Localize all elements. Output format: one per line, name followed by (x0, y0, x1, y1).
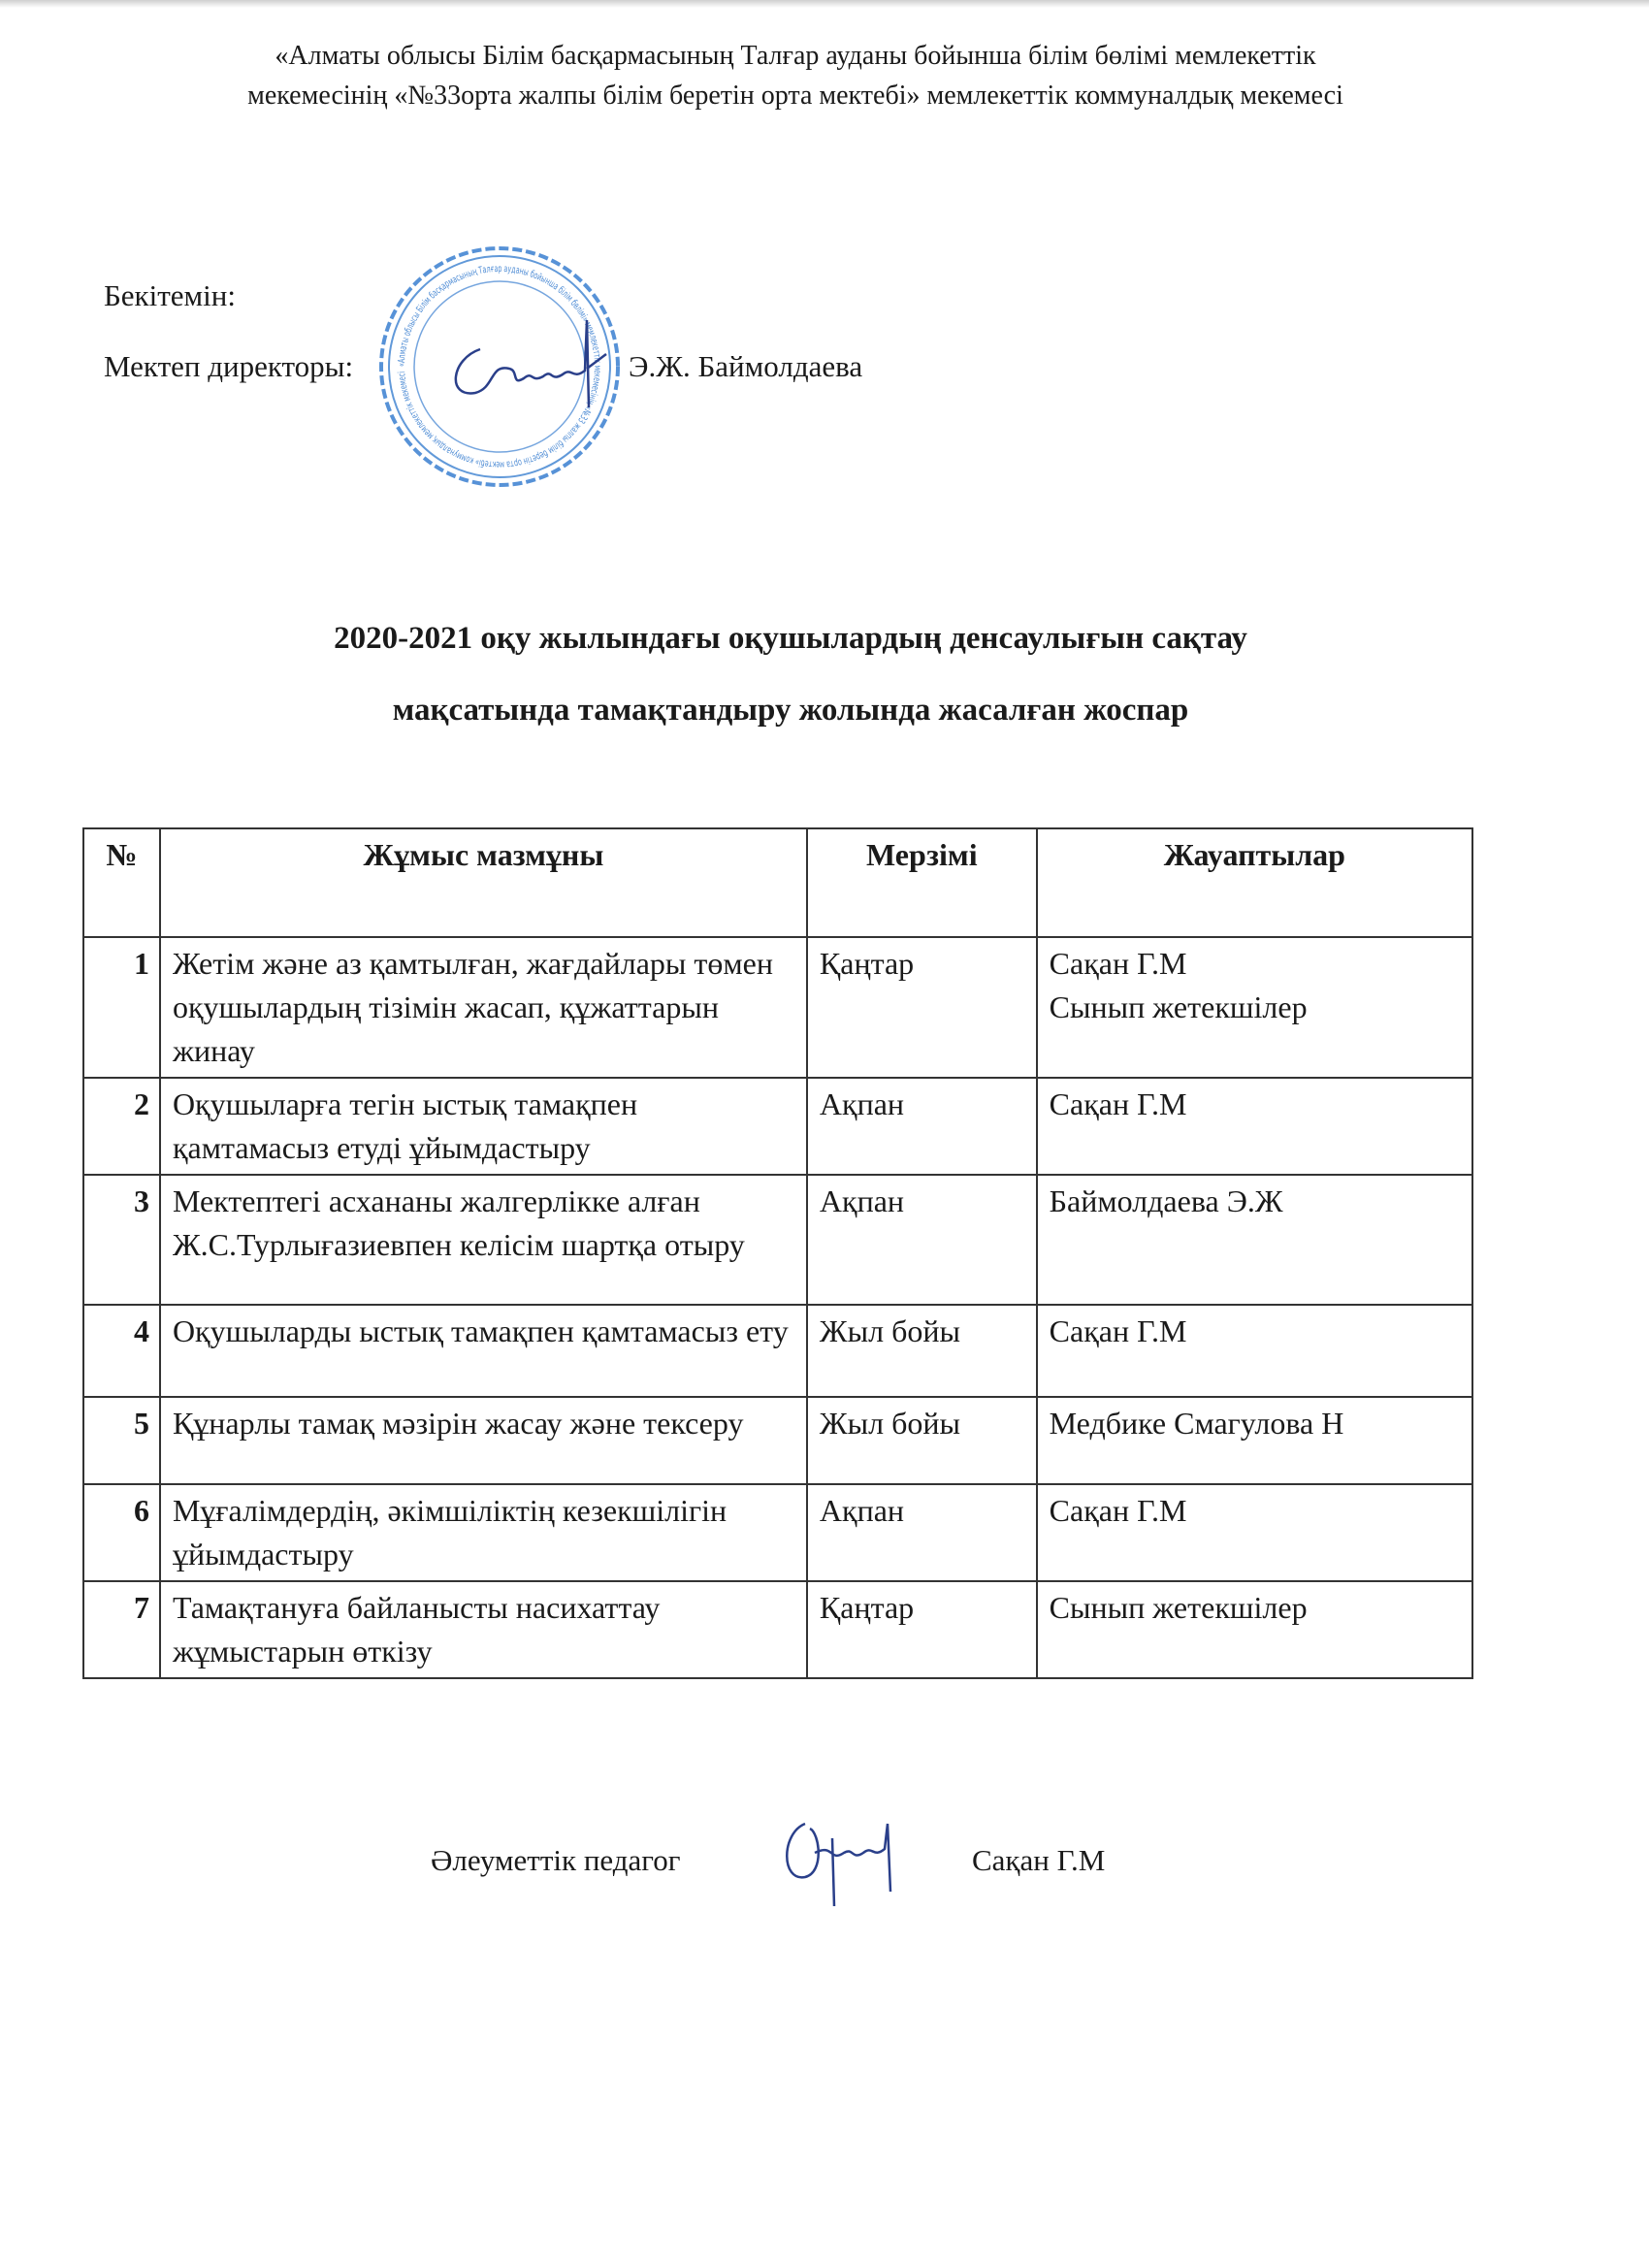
table-row (83, 1581, 1472, 1678)
row-responsible: Сақан Г.М (1037, 1305, 1472, 1397)
table-row (83, 1305, 1472, 1397)
row-number: 5 (83, 1397, 160, 1484)
org-header-line1: «Алматы облысы Білім басқармасының Талғар ауданы бойынша білім бөлімі мемлекеттік (275, 41, 1316, 71)
table-row (83, 1078, 1472, 1175)
row-content: Тамақтануға байланысты насихаттау жұмыстарын өткізу (160, 1581, 807, 1678)
stamp-text: «Алматы облысы Білім басқармасының Талғар ауданы бойынша білім бөлімі» мемлекеттік мекемесінің «№33 жалпы білім беретін орта мектебі» коммуналдық мемлекеттік мекемесі (396, 263, 603, 470)
table-row (83, 1175, 1472, 1305)
org-header-line2: мекемесінің «№33орта жалпы білім беретін орта мектебі» мемлекеттік коммуналдық мекемесі (247, 81, 1343, 111)
table-row (83, 1484, 1472, 1581)
row-term: Қаңтар (807, 937, 1037, 1078)
row-term: Ақпан (807, 1175, 1037, 1305)
col-header-responsible: Жауаптылар (1037, 828, 1472, 937)
row-content: Мектептегі асхананы жалгерлікке алған Ж.С.Турлығазиевпен келісім шартқа отыру (160, 1175, 807, 1305)
responsible-2: Сынып жетекшілер (1049, 989, 1308, 1024)
row-content: Жетім және аз қамтылған, жағдайлары төмен оқушылардың тізімін жасап, құжаттарын жинау (160, 937, 807, 1078)
table-row (83, 937, 1472, 1078)
row-number: 3 (83, 1175, 160, 1305)
pedagog-signature (776, 1804, 912, 1911)
row-content: Оқушыларды ыстық тамақпен қамтамасыз ету (160, 1305, 807, 1397)
col-header-term: Мерзімі (807, 828, 1037, 937)
row-number: 2 (83, 1078, 160, 1175)
row-number: 4 (83, 1305, 160, 1397)
table-row (83, 1397, 1472, 1484)
row-responsible: Сақан Г.М (1037, 1484, 1472, 1581)
row-content: Мұғалімдердің, әкімшіліктің кезекшілігін ұйымдастыру (160, 1484, 807, 1581)
row-responsible: Баймолдаева Э.Ж (1037, 1175, 1472, 1305)
row-term: Жыл бойы (807, 1305, 1037, 1397)
table-header-row (83, 828, 1472, 937)
footer-position: Әлеуметтік педагог (431, 1843, 681, 1877)
plan-title-line2: мақсатында тамақтандыру жолында жасалған жоспар (392, 693, 1189, 728)
row-content: Оқушыларға тегін ыстық тамақпен қамтамасыз етуді ұйымдастыру (160, 1078, 807, 1175)
row-number: 1 (83, 937, 160, 1078)
director-position: Мектеп директоры: (104, 349, 354, 383)
responsible-1: Сақан Г.М (1049, 946, 1187, 981)
plan-table (82, 827, 1473, 1679)
row-number: 6 (83, 1484, 160, 1581)
row-term: Жыл бойы (807, 1397, 1037, 1484)
footer-name: Сақан Г.М (972, 1843, 1106, 1877)
col-header-content: Жұмыс мазмұны (160, 828, 807, 937)
row-responsible: Сақан Г.М (1037, 1078, 1472, 1175)
row-term: Ақпан (807, 1484, 1037, 1581)
director-name: Э.Ж. Баймолдаева (629, 349, 863, 383)
plan-title-line1: 2020-2021 оқу жылындағы оқушылардың денсаулығын сақтау (334, 621, 1247, 656)
row-term: Қаңтар (807, 1581, 1037, 1678)
row-term: Ақпан (807, 1078, 1037, 1175)
row-responsible: Сынып жетекшілер (1037, 1581, 1472, 1678)
director-signature (441, 310, 616, 417)
row-responsible (1037, 937, 1472, 1078)
row-number: 7 (83, 1581, 160, 1678)
row-responsible: Медбике Смагулова Н (1037, 1397, 1472, 1484)
approval-label: Бекітемін: (104, 278, 236, 312)
scan-edge (0, 0, 1649, 8)
row-content: Құнарлы тамақ мәзірін жасау және тексеру (160, 1397, 807, 1484)
col-header-number: № (83, 828, 160, 937)
